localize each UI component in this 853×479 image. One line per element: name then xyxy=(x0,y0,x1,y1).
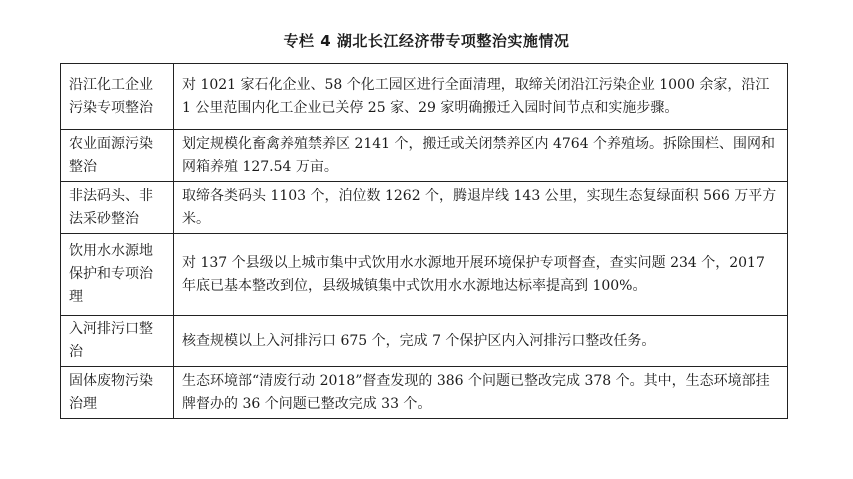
column-title: 专栏 4 湖北长江经济带专项整治实施情况 xyxy=(283,32,570,50)
table-row xyxy=(61,130,788,182)
rectification-table xyxy=(60,63,788,419)
table-row xyxy=(61,64,788,130)
table-row xyxy=(61,316,788,367)
row-label: 固体废物污染治理 xyxy=(61,367,174,419)
row-content: 生态环境部“清废行动 2018”督查发现的 386 个问题已整改完成 378 个。其中，生态环境部挂牌督办的 36 个问题已整改完成 33 个。 xyxy=(174,367,788,419)
row-label: 饮用水水源地保护和专项治理 xyxy=(61,234,174,316)
table-row xyxy=(61,182,788,234)
row-content: 划定规模化畜禽养殖禁养区 2141 个，搬迁或关闭禁养区内 4764 个养殖场。拆除围栏、围网和网箱养殖 127.54 万亩。 xyxy=(174,130,788,182)
table-row xyxy=(61,234,788,316)
row-content: 对 137 个县级以上城市集中式饮用水水源地开展环境保护专项督查，查实问题 234 个，2017 年底已基本整改到位，县级城镇集中式饮用水水源地达标率提高到 100%。 xyxy=(174,234,788,316)
row-label: 农业面源污染整治 xyxy=(61,130,174,182)
row-label: 入河排污口整治 xyxy=(61,316,174,367)
row-content: 取缔各类码头 1103 个，泊位数 1262 个，腾退岸线 143 公里，实现生态复绿面积 566 万平方米。 xyxy=(174,182,788,234)
row-label: 沿江化工企业污染专项整治 xyxy=(61,64,174,130)
row-content: 核查规模以上入河排污口 675 个，完成 7 个保护区内入河排污口整改任务。 xyxy=(174,316,788,367)
row-content: 对 1021 家石化企业、58 个化工园区进行全面清理，取缔关闭沿江污染企业 1000 余家，沿江 1 公里范围内化工企业已关停 25 家、29 家明确搬迁入园时间节点和实施步骤。 xyxy=(174,64,788,130)
row-label: 非法码头、非法采砂整治 xyxy=(61,182,174,234)
table-row xyxy=(61,367,788,419)
